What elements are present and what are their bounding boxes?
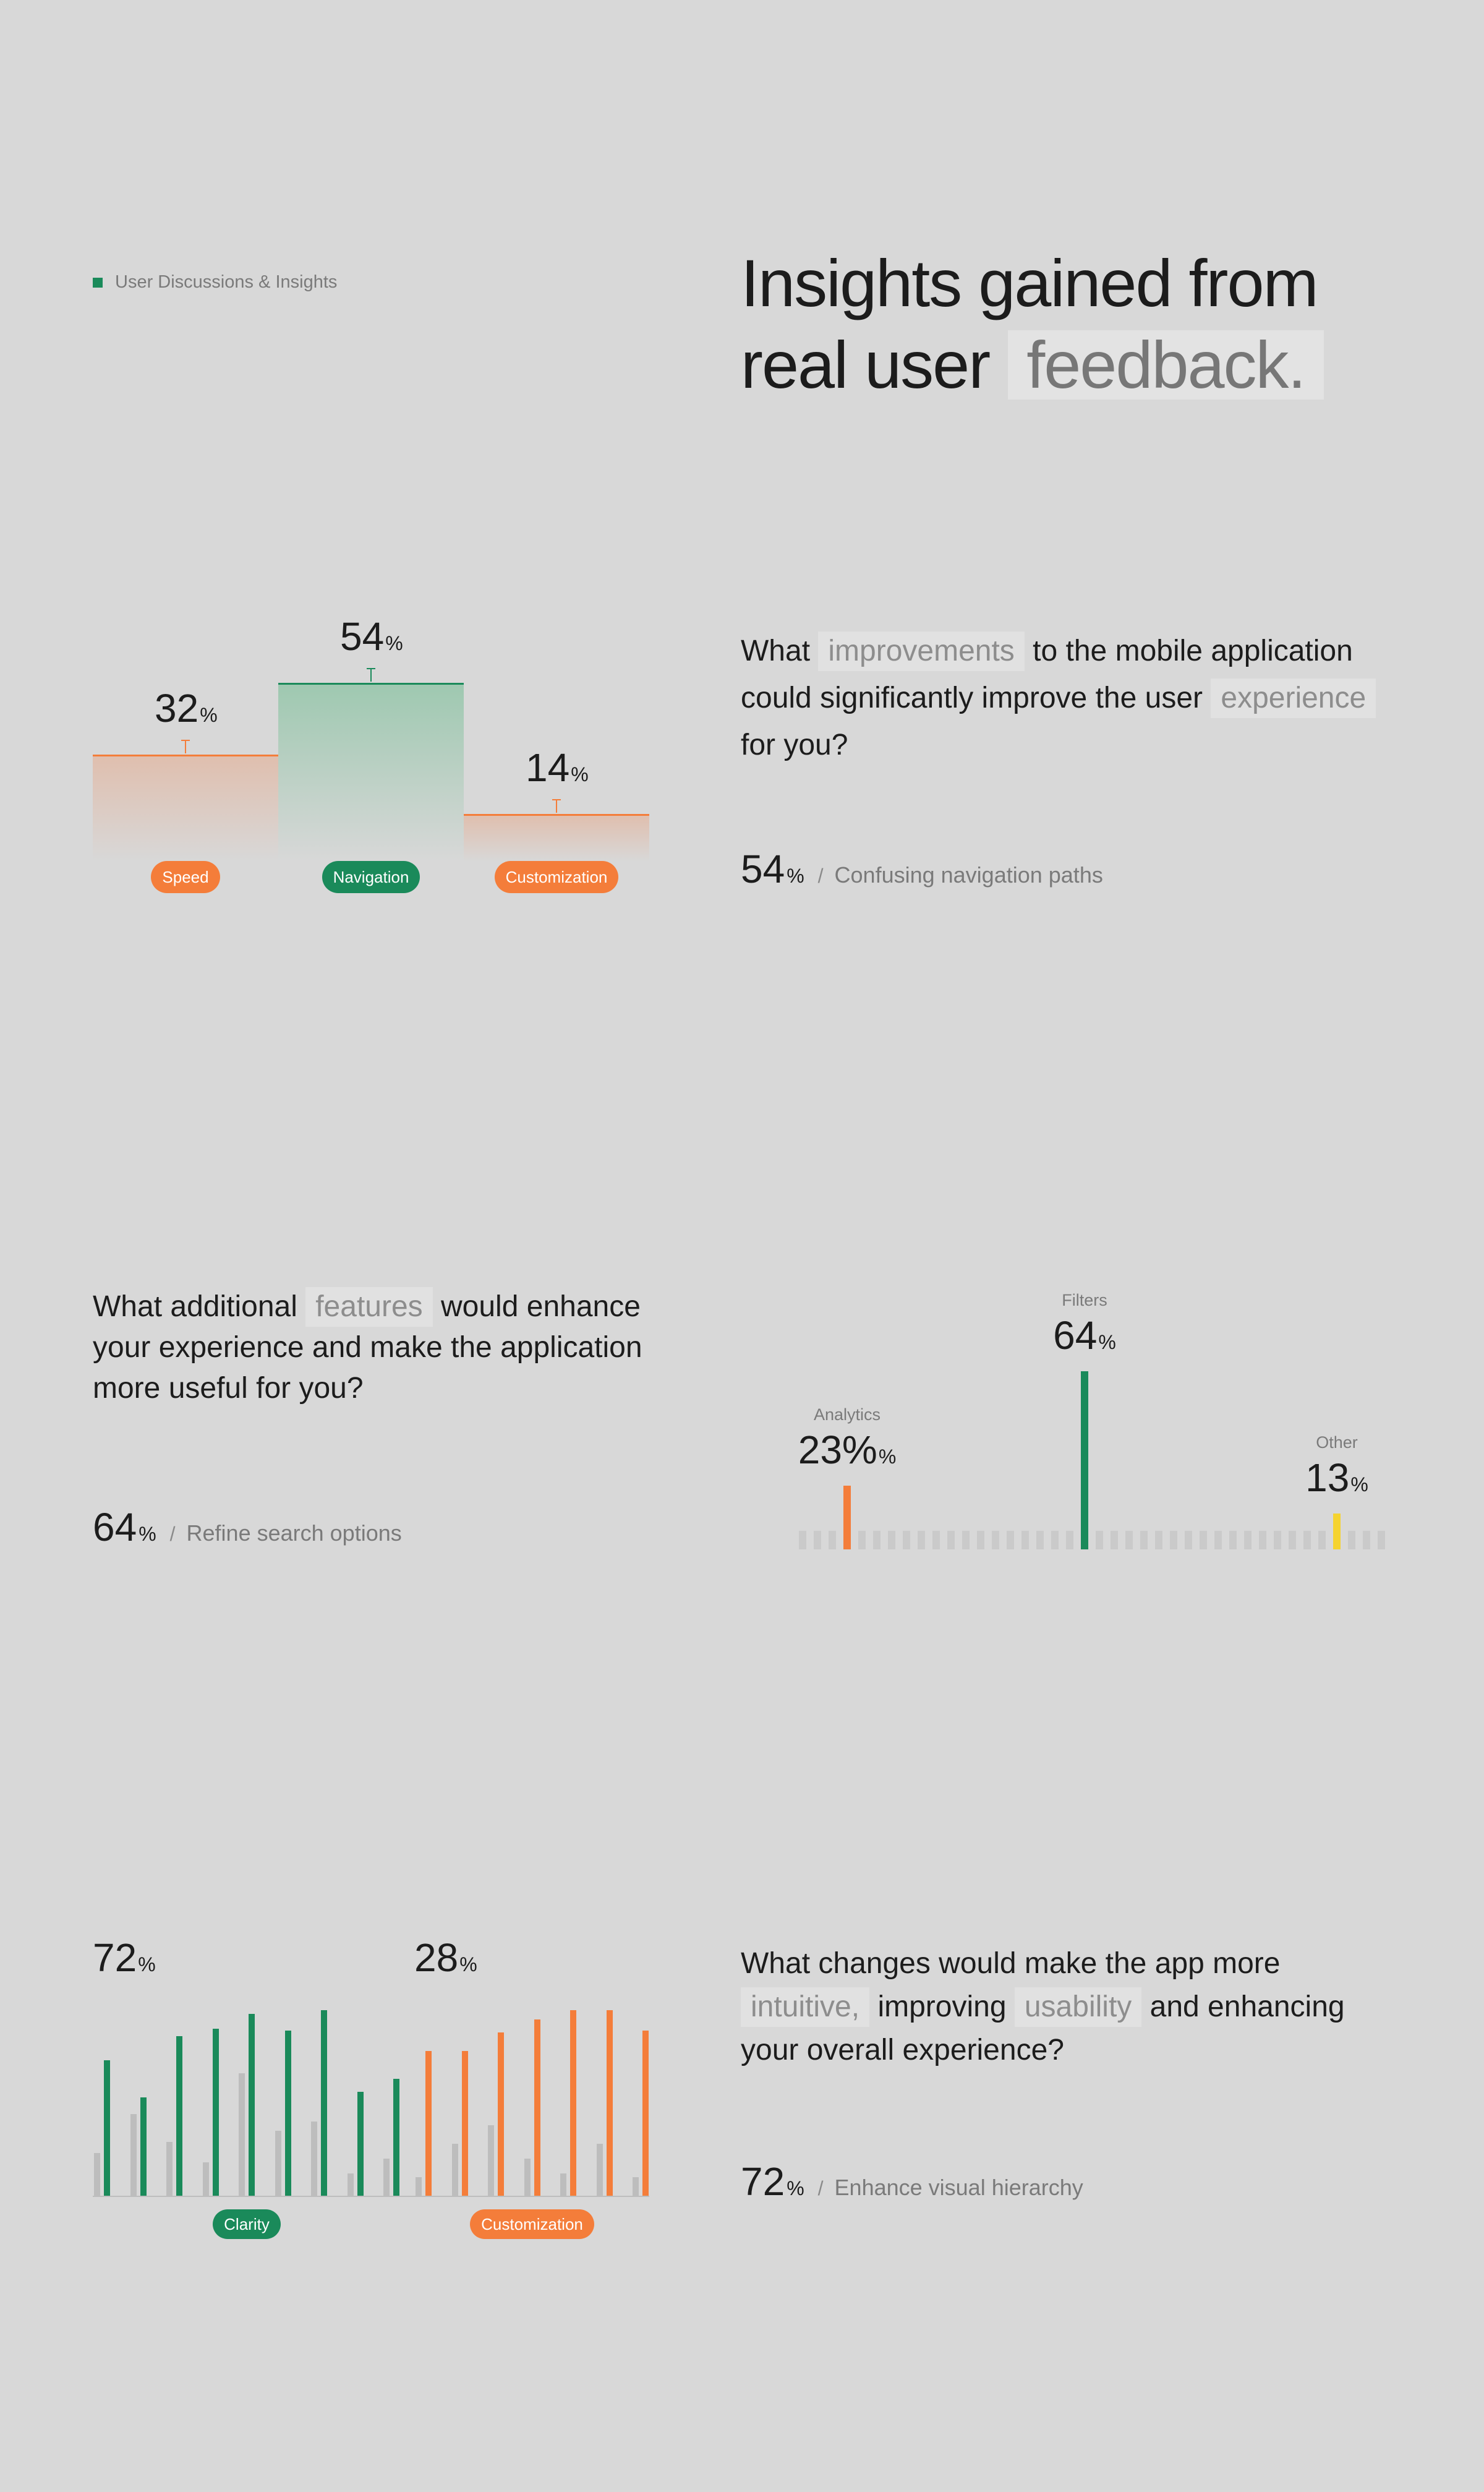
bar bbox=[285, 2031, 291, 2196]
bar-muted bbox=[94, 2153, 100, 2196]
scale-tick bbox=[1229, 1531, 1237, 1549]
hero-line-2-text: real user bbox=[741, 327, 990, 402]
question-text: for you? bbox=[741, 729, 848, 761]
scale-tick bbox=[947, 1531, 955, 1549]
category-pill: Speed bbox=[151, 861, 220, 893]
bar-muted bbox=[560, 2173, 566, 2196]
bar-muted bbox=[166, 2142, 173, 2196]
data-label-value: 13 bbox=[1305, 1455, 1350, 1500]
bar bbox=[498, 2032, 504, 2196]
scale-tick bbox=[1378, 1531, 1385, 1549]
scale-tick bbox=[873, 1531, 881, 1549]
hero-highlight: feedback. bbox=[1008, 330, 1323, 400]
scale-tick bbox=[1274, 1531, 1281, 1549]
bar-muted bbox=[239, 2073, 245, 2196]
scale-tick bbox=[799, 1531, 806, 1549]
question-highlight: improvements bbox=[818, 632, 1024, 671]
data-label bbox=[155, 685, 218, 731]
data-label-unit: % bbox=[200, 704, 218, 727]
scale-tick bbox=[1185, 1531, 1192, 1549]
question-text: and enhancing bbox=[1149, 1990, 1345, 2023]
bar-muted bbox=[633, 2177, 639, 2196]
stat-label: Confusing navigation paths bbox=[834, 862, 1103, 888]
question-text: What bbox=[741, 635, 811, 667]
stat-separator: / bbox=[817, 2177, 824, 2199]
bar-muted bbox=[452, 2144, 458, 2196]
bar bbox=[570, 2010, 576, 2196]
data-label-unit: % bbox=[385, 632, 403, 654]
question-highlight: experience bbox=[1211, 679, 1376, 718]
bar-muted bbox=[348, 2173, 354, 2196]
data-label bbox=[414, 1935, 477, 1980]
bar bbox=[321, 2010, 327, 2196]
scale-tick bbox=[903, 1531, 910, 1549]
data-label-unit: % bbox=[571, 763, 589, 786]
question-text: your overall experience? bbox=[741, 2034, 1064, 2066]
scale-tick bbox=[888, 1531, 895, 1549]
data-label-unit: % bbox=[878, 1445, 897, 1468]
scale-tick bbox=[858, 1531, 866, 1549]
bar bbox=[104, 2060, 110, 2196]
scale-tick bbox=[977, 1531, 984, 1549]
scale-tick bbox=[1289, 1531, 1296, 1549]
scale-tick bbox=[1214, 1531, 1222, 1549]
hero-line-1: Insights gained from bbox=[741, 246, 1318, 320]
scale-tick bbox=[992, 1531, 999, 1549]
question-features bbox=[93, 1287, 711, 1409]
data-label bbox=[1305, 1455, 1368, 1501]
bar-muted bbox=[524, 2159, 531, 2196]
category-label: Filters bbox=[1062, 1291, 1107, 1309]
question-text: What changes would make the app more bbox=[741, 1947, 1281, 1980]
bar bbox=[1333, 1514, 1341, 1550]
stat-value: 72 bbox=[741, 2159, 785, 2204]
bar-muted bbox=[203, 2162, 209, 2196]
scale-tick bbox=[1051, 1531, 1059, 1549]
bar-muted bbox=[597, 2144, 603, 2196]
scale-tick bbox=[1348, 1531, 1355, 1549]
bar-muted bbox=[383, 2159, 390, 2196]
stat-hierarchy bbox=[741, 2159, 1083, 2204]
chart-improvements bbox=[93, 612, 649, 897]
scale-tick bbox=[1303, 1531, 1311, 1549]
question-highlight: usability bbox=[1015, 1987, 1141, 2027]
scale-tick bbox=[1066, 1531, 1073, 1549]
question-highlight: intuitive, bbox=[741, 1987, 869, 2027]
data-label bbox=[798, 1427, 897, 1473]
scale-tick bbox=[1021, 1531, 1029, 1549]
scale-tick bbox=[1363, 1531, 1370, 1549]
data-label-unit: % bbox=[1098, 1331, 1116, 1353]
stat-percent: % bbox=[787, 865, 804, 887]
data-label-value: 32 bbox=[155, 686, 199, 731]
scale-tick bbox=[1140, 1531, 1148, 1549]
bar bbox=[278, 683, 464, 862]
chart-intuitive bbox=[93, 1930, 649, 2258]
error-tick-icon bbox=[370, 668, 372, 682]
data-label bbox=[340, 614, 403, 659]
bar bbox=[393, 2079, 399, 2196]
scale-tick bbox=[1096, 1531, 1103, 1549]
bar bbox=[425, 2051, 432, 2196]
question-text: your experience and make the application bbox=[93, 1331, 642, 1364]
bar bbox=[93, 755, 278, 862]
question-text: improving bbox=[877, 1990, 1007, 2023]
stat-percent: % bbox=[787, 2177, 804, 2199]
bar bbox=[534, 2019, 540, 2196]
scale-tick bbox=[1200, 1531, 1207, 1549]
stat-label: Enhance visual hierarchy bbox=[834, 2175, 1083, 2200]
data-label bbox=[526, 745, 589, 790]
data-label-value: 72 bbox=[93, 1935, 137, 1980]
bar-muted bbox=[275, 2131, 281, 2196]
bar bbox=[1081, 1371, 1088, 1549]
category-pill: Customization bbox=[495, 861, 619, 893]
scale-tick bbox=[1111, 1531, 1118, 1549]
scale-tick bbox=[1155, 1531, 1162, 1549]
question-intuitive bbox=[741, 1942, 1421, 2072]
data-label bbox=[93, 1935, 156, 1980]
bar bbox=[843, 1486, 851, 1550]
bar bbox=[464, 814, 649, 862]
scale-tick bbox=[962, 1531, 970, 1549]
data-label-value: 28 bbox=[414, 1935, 459, 1980]
bar bbox=[176, 2036, 182, 2196]
data-label-unit: % bbox=[138, 1953, 156, 1976]
question-text: could significantly improve the user bbox=[741, 682, 1203, 714]
category-pill: Clarity bbox=[213, 2209, 281, 2239]
error-tick-icon bbox=[185, 740, 186, 753]
bar bbox=[607, 2010, 613, 2196]
bar-muted bbox=[488, 2125, 494, 2196]
scale-tick bbox=[1036, 1531, 1044, 1549]
data-label-unit: % bbox=[459, 1953, 477, 1976]
scale-tick bbox=[918, 1531, 925, 1549]
bar-muted bbox=[130, 2114, 137, 2196]
scale-tick bbox=[1318, 1531, 1326, 1549]
bar bbox=[213, 2029, 219, 2196]
stat-label: Refine search options bbox=[186, 1520, 402, 1546]
bar bbox=[357, 2092, 364, 2196]
error-tick-icon bbox=[556, 799, 557, 813]
category-label: Analytics bbox=[813, 1405, 881, 1424]
question-text: more useful for you? bbox=[93, 1372, 364, 1405]
bar bbox=[642, 2031, 649, 2196]
category-pill: Navigation bbox=[322, 861, 420, 893]
category-label: Other bbox=[1316, 1432, 1358, 1452]
baseline bbox=[93, 2196, 649, 2197]
data-label-unit: % bbox=[1350, 1473, 1368, 1496]
data-label bbox=[1053, 1312, 1116, 1358]
question-text: to the mobile application bbox=[1033, 635, 1353, 667]
stat-separator: / bbox=[817, 865, 824, 887]
bar-muted bbox=[416, 2177, 422, 2196]
data-label-value: 54 bbox=[340, 614, 385, 659]
chart-features bbox=[791, 1280, 1397, 1559]
data-label-value: 64 bbox=[1053, 1313, 1098, 1358]
section-eyebrow bbox=[93, 272, 337, 293]
stat-search bbox=[93, 1504, 402, 1550]
scale-tick bbox=[1244, 1531, 1252, 1549]
hero-line-2 bbox=[741, 324, 1324, 406]
question-highlight: features bbox=[305, 1287, 432, 1327]
category-pill: Customization bbox=[470, 2209, 594, 2239]
bar bbox=[249, 2014, 255, 2196]
stat-value: 54 bbox=[741, 847, 785, 891]
scale-tick bbox=[814, 1531, 821, 1549]
bar-muted bbox=[311, 2122, 317, 2196]
scale-tick bbox=[1007, 1531, 1014, 1549]
eyebrow-label: User Discussions & Insights bbox=[115, 272, 338, 292]
data-label-value: 23% bbox=[798, 1427, 877, 1472]
stat-navigation bbox=[741, 846, 1103, 892]
question-text: would enhance bbox=[441, 1290, 641, 1323]
stat-value: 64 bbox=[93, 1505, 137, 1549]
question-improvements bbox=[741, 628, 1396, 769]
data-label-value: 14 bbox=[526, 745, 570, 790]
bar bbox=[462, 2051, 468, 2196]
question-text: What additional bbox=[93, 1290, 297, 1323]
scale-tick bbox=[1125, 1531, 1133, 1549]
scale-tick bbox=[1170, 1531, 1177, 1549]
eyebrow-square-icon bbox=[93, 278, 103, 288]
bar bbox=[140, 2097, 147, 2196]
stat-percent: % bbox=[139, 1523, 156, 1545]
stat-separator: / bbox=[169, 1523, 176, 1545]
scale-tick bbox=[829, 1531, 836, 1549]
hero-title bbox=[741, 242, 1324, 406]
scale-tick bbox=[932, 1531, 940, 1549]
scale-tick bbox=[1259, 1531, 1266, 1549]
